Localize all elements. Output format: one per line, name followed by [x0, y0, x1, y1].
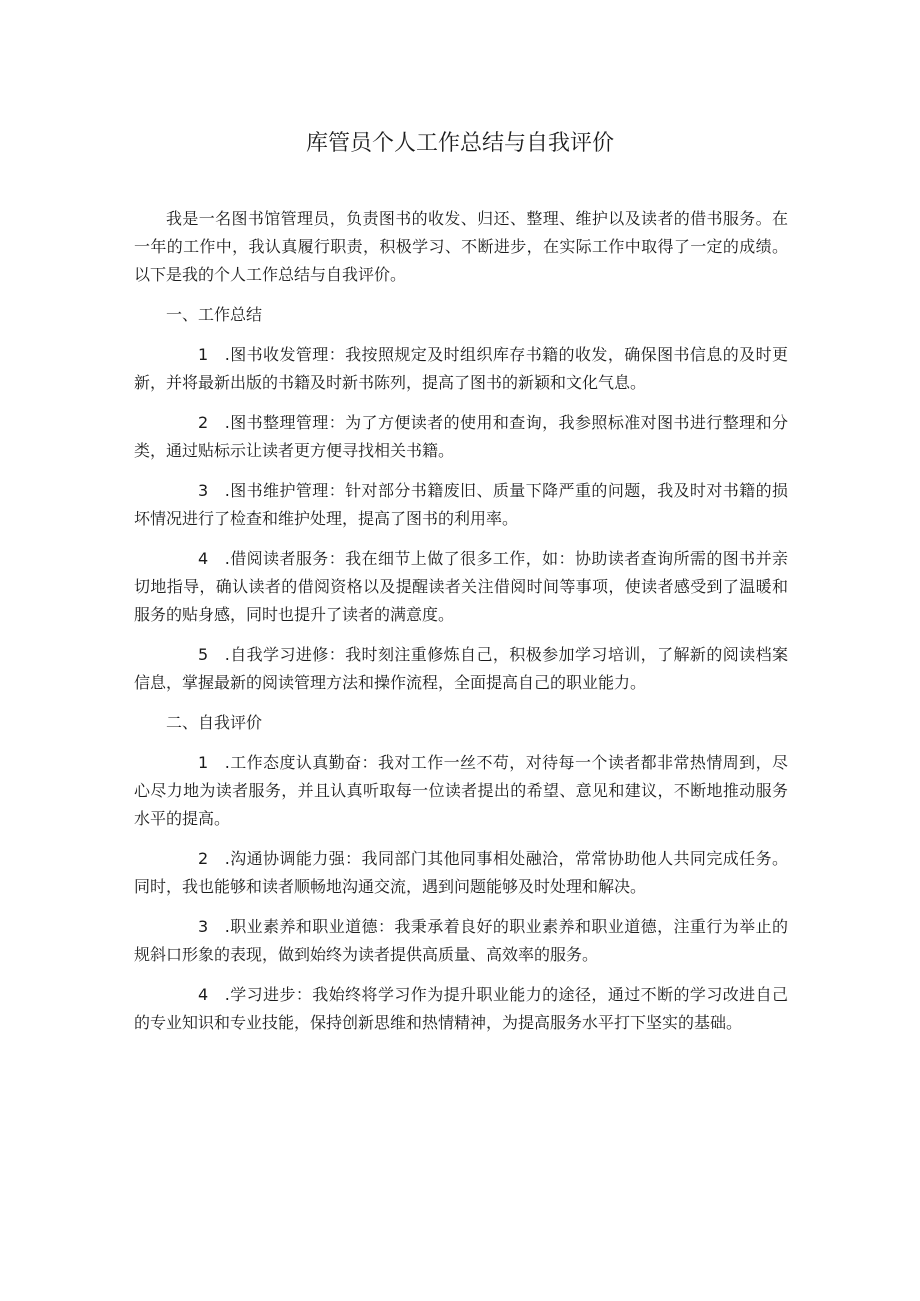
- item-number: 2: [198, 849, 209, 868]
- item-text: .沟通协调能力强：我同部门其他同事相处融洽，常常协助他人共同完成任务。同时，我也能够和读者顺畅地沟通交流，遇到问题能够及时处理和解决。: [134, 849, 788, 896]
- item-number: 4: [198, 985, 209, 1004]
- item-number: 1: [198, 753, 209, 772]
- list-item: [134, 409, 788, 465]
- item-number: 3: [198, 481, 209, 500]
- item-text: .图书整理管理：为了方便读者的使用和查询，我参照标准对图书进行整理和分类，通过贴标示让读者更方便寻找相关书籍。: [134, 413, 788, 460]
- list-item: [134, 749, 788, 833]
- list-item: [134, 641, 788, 697]
- list-item: [134, 845, 788, 901]
- item-number: 5: [198, 645, 209, 664]
- item-text: .图书维护管理：针对部分书籍废旧、质量下降严重的问题，我及时对书籍的损坏情况进行了检查和维护处理，提高了图书的利用率。: [134, 481, 788, 528]
- list-item: [134, 341, 788, 397]
- intro-paragraph: 我是一名图书馆管理员，负责图书的收发、归还、整理、维护以及读者的借书服务。在一年的工作中，我认真履行职责，积极学习、不断进步，在实际工作中取得了一定的成绩。以下是我的个人工作总结与自我评价。: [134, 209, 788, 284]
- section-heading-self-evaluation: 二、自我评价: [166, 713, 263, 732]
- document-body: [134, 205, 788, 1037]
- item-text: .借阅读者服务：我在细节上做了很多工作，如：协助读者查询所需的图书并亲切地指导，确认读者的借阅资格以及提醒读者关注借阅时间等事项，使读者感受到了温暖和服务的贴身感，同时也提升了读者的满意度。: [134, 549, 788, 624]
- item-text: .自我学习进修：我时刻注重修炼自己，积极参加学习培训，了解新的阅读档案信息，掌握最新的阅读管理方法和操作流程，全面提高自己的职业能力。: [134, 645, 788, 692]
- item-number: 4: [198, 549, 209, 568]
- item-text: .工作态度认真勤奋：我对工作一丝不苟，对待每一个读者都非常热情周到，尽心尽力地为读者服务，并且认真听取每一位读者提出的希望、意见和建议，不断地推动服务水平的提高。: [134, 753, 788, 828]
- list-item: [134, 545, 788, 629]
- item-number: 3: [198, 917, 209, 936]
- item-number: 2: [198, 413, 209, 432]
- section-heading-work-summary: 一、工作总结: [166, 305, 263, 324]
- document-title: 库管员个人工作总结与自我评价: [305, 131, 614, 156]
- list-item: [134, 477, 788, 533]
- item-text: .学习进步：我始终将学习作为提升职业能力的途径，通过不断的学习改进自己的专业知识和专业技能，保持创新思维和热情精神，为提高服务水平打下坚实的基础。: [134, 985, 788, 1032]
- item-text: .图书收发管理：我按照规定及时组织库存书籍的收发，确保图书信息的及时更新，并将最新出版的书籍及时新书陈列，提高了图书的新颖和文化气息。: [134, 345, 788, 392]
- item-text: .职业素养和职业道德：我秉承着良好的职业素养和职业道德，注重行为举止的规斜口形象的表现，做到始终为读者提供高质量、高效率的服务。: [134, 917, 788, 964]
- list-item: [134, 913, 788, 969]
- list-item: [134, 981, 788, 1037]
- item-number: 1: [198, 345, 209, 364]
